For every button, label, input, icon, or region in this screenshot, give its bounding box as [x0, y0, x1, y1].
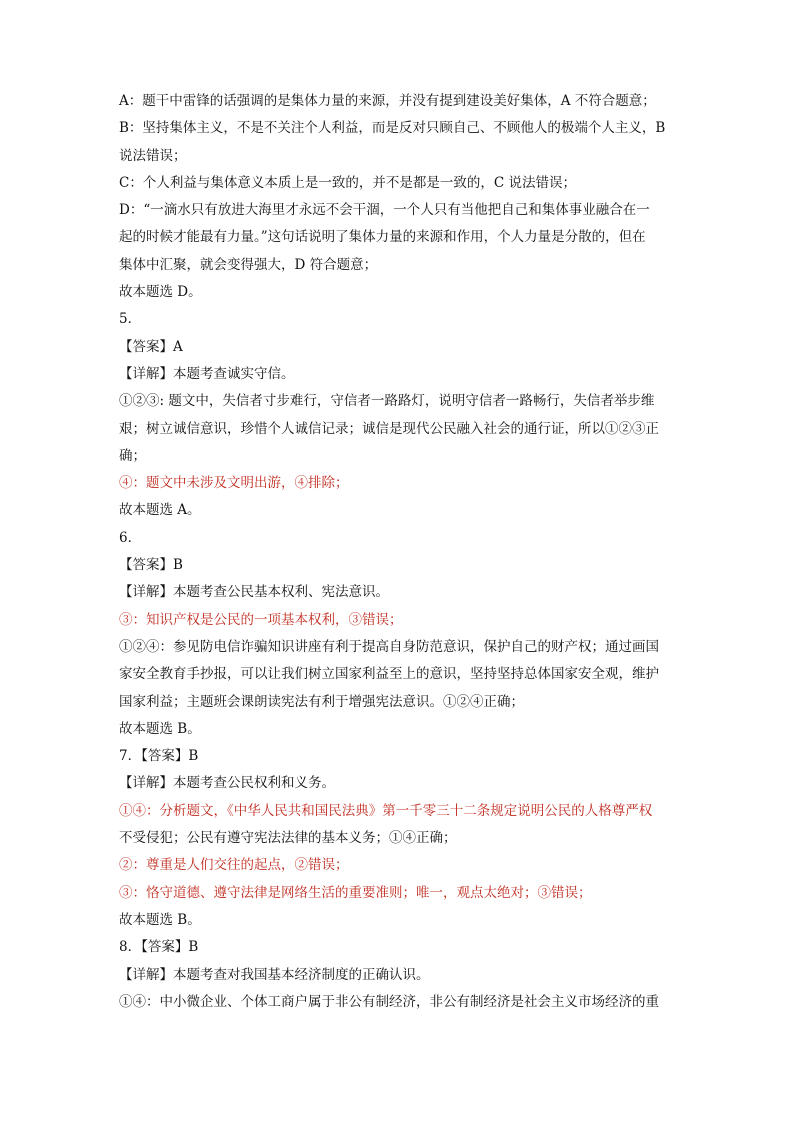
text-line: 7．【答案】B	[119, 748, 199, 765]
text-line: ④：题文中未涉及文明出游，④排除；	[119, 475, 349, 492]
text-line: 【详解】本题考查对我国基本经济制度的正确认识。	[119, 966, 430, 983]
text-line: 5．	[119, 311, 142, 328]
text-line: 【详解】本题考查公民权利和义务。	[119, 775, 335, 792]
text-line: 故本题选 D。	[119, 284, 202, 301]
text-line: 集体中汇聚，就会变得强大，D 符合题意；	[119, 256, 378, 273]
text-line: 【答案】B	[119, 557, 183, 574]
text-line: C：个人利益与集体意义本质上是一致的，并不是都是一致的，C 说法错误；	[119, 174, 576, 191]
text-line: D：“一滴水只有放进大海里才永远不会干涸，一个人只有当他把自己和集体事业融合在一	[119, 202, 650, 219]
text-line: 【详解】本题考查公民基本权利、宪法意识。	[119, 584, 389, 601]
text-line: 说法错误；	[119, 147, 187, 164]
text-line: ②：尊重是人们交往的起点，②错误；	[119, 857, 349, 874]
text-line: 起的时候才能最有力量。”这句话说明了集体力量的来源和作用，个人力量是分散的，但在	[119, 229, 646, 246]
text-line: 艰；树立诚信意识，珍惜个人诚信记录；诚信是现代公民融入社会的通行证，所以①②③正	[119, 420, 659, 437]
text-line: ①②④：参见防电信诈骗知识讲座有利于提高自身防范意识，保护自己的财产权；通过画国	[119, 638, 659, 655]
answer-explanation-page	[119, 88, 679, 1016]
text-line: 家安全教育手抄报，可以让我们树立国家利益至上的意识，坚持坚持总体国家安全观，维护	[119, 666, 659, 683]
text-line: 确；	[119, 447, 146, 464]
text-line: 【详解】本题考查诚实守信。	[119, 365, 295, 382]
text-line: ①②③: 题文中，失信者寸步难行，守信者一路路灯，说明守信者一路畅行，失信者举步维	[119, 393, 655, 410]
text-line: A：题干中雷锋的话强调的是集体力量的来源，并没有提到建设美好集体，A 不符合题意；	[119, 93, 656, 109]
text-line: ③：恪守道德、遵守法律是网络生活的重要准则；唯一，观点太绝对；③错误；	[119, 884, 592, 901]
text-line: ③：知识产权是公民的一项基本权利，③错误；	[119, 611, 403, 628]
text-line: B：坚持集体主义，不是不关注个人利益，而是反对只顾自己、不顾他人的极端个人主义，B	[119, 120, 666, 137]
text-line: 故本题选 A。	[119, 502, 201, 519]
text-line: 国家利益；主题班会课朗读宪法有利于增强宪法意识。①②④正确；	[119, 693, 524, 710]
text-line: 故本题选 B。	[119, 911, 201, 928]
text-line: ①④：分析题文，《中华人民共和国民法典》第一千零三十二条规定说明公民的人格尊严权	[119, 802, 653, 819]
text-line: 【答案】A	[119, 338, 183, 355]
text-line: 不受侵犯；公民有遵守宪法法律的基本义务；①④正确；	[119, 830, 457, 847]
text-line: 8．【答案】B	[119, 939, 199, 956]
text-line: 6．	[119, 529, 142, 546]
text-line: ①④：中小微企业、个体工商户属于非公有制经济，非公有制经济是社会主义市场经济的重	[119, 993, 659, 1010]
text-line: 故本题选 B。	[119, 720, 201, 737]
